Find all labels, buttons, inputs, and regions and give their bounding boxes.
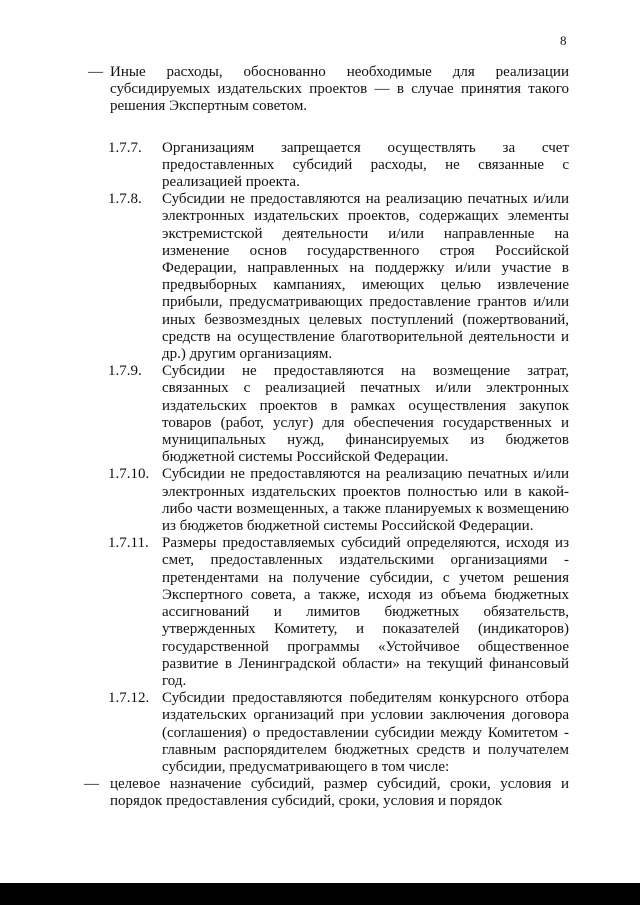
clause-1-7-7	[0, 140, 569, 192]
clause-text: Размеры предоставляемых субсидий определяются, исходя из смет, предоставленных издательскими организациями - претендентами на получение субсидии, с учетом решения Экспертного совета, а также, исходя из объема бюджетных ассигнований и лимитов бюджетных обязательств, утвержденных Комитету, и показателей (индикаторов) государственной программы «Устойчивое общественное развитие в Ленинградской области» на текущий финансовый год.	[162, 535, 569, 689]
clause-1-7-11	[0, 535, 569, 690]
clause-1-7-12	[0, 690, 569, 776]
clause-number: 1.7.11.	[108, 535, 149, 552]
clause-number: 1.7.8.	[108, 191, 142, 208]
clause-text: Субсидии не предоставляются на возмещение затрат, связанных с реализацией печатных и/или электронных издательских проектов в рамках осуществления закупок товаров (работ, услуг) для обеспечения государственных и муниципальных нужд, финансируемых из бюджетов бюджетной системы Российской Федерации.	[162, 363, 569, 466]
spacer	[0, 116, 640, 140]
clause-number: 1.7.10.	[108, 466, 150, 483]
clause-text: Организациям запрещается осуществлять за счет предоставленных субсидий расходы, не связанные с реализацией проекта.	[162, 139, 569, 191]
clause-text: Субсидии не предоставляются на реализацию печатных и/или электронных издательских проектов, содержащих элементы экстремистской деятельности и/или направленные на изменение основ государственного строя Российской Федерации, направленных на поддержку и/или участие в предвыборных кампаниях, имеющих целью извлечение прибыли, предусматривающих предоставление грантов и/или иных безвозмездных целевых поступлений (пожертвований, средств на осуществление благотворительной деятельности и др.) другим организациям.	[162, 191, 569, 363]
clause-1-7-10	[0, 466, 569, 535]
list-dash: —	[88, 64, 103, 80]
document-body	[0, 64, 640, 811]
clause-number: 1.7.9.	[108, 363, 142, 380]
page-number: 8	[560, 33, 567, 48]
clause-number: 1.7.12.	[108, 690, 150, 707]
closing-text: целевое назначение субсидий, размер субсидий, сроки, условия и порядок предоставления субсидий, сроки, условия и порядок	[110, 776, 569, 810]
scan-bottom-edge	[0, 883, 640, 905]
clause-number: 1.7.7.	[108, 139, 142, 156]
clause-1-7-9	[0, 363, 569, 466]
clause-text: Субсидии предоставляются победителям конкурсного отбора издательских организаций при условии заключения договора (соглашения) о предоставлении субсидии между Комитетом - главным распорядителем бюджетных средств и получателем субсидии, предусматривающего в том числе:	[162, 690, 569, 775]
intro-paragraph	[0, 64, 569, 116]
closing-paragraph	[0, 776, 569, 810]
list-dash: —	[84, 776, 99, 793]
clause-text: Субсидии не предоставляются на реализацию печатных и/или электронных издательских проектов полностью или в какой-либо части возмещенных, а также планируемых к возмещению из бюджетов бюджетной системы Российской Федерации.	[162, 466, 569, 535]
clause-1-7-8	[0, 191, 569, 363]
intro-text: Иные расходы, обоснованно необходимые для реализации субсидируемых издательских проектов — в случае принятия такого решения Экспертным советом.	[110, 64, 569, 115]
